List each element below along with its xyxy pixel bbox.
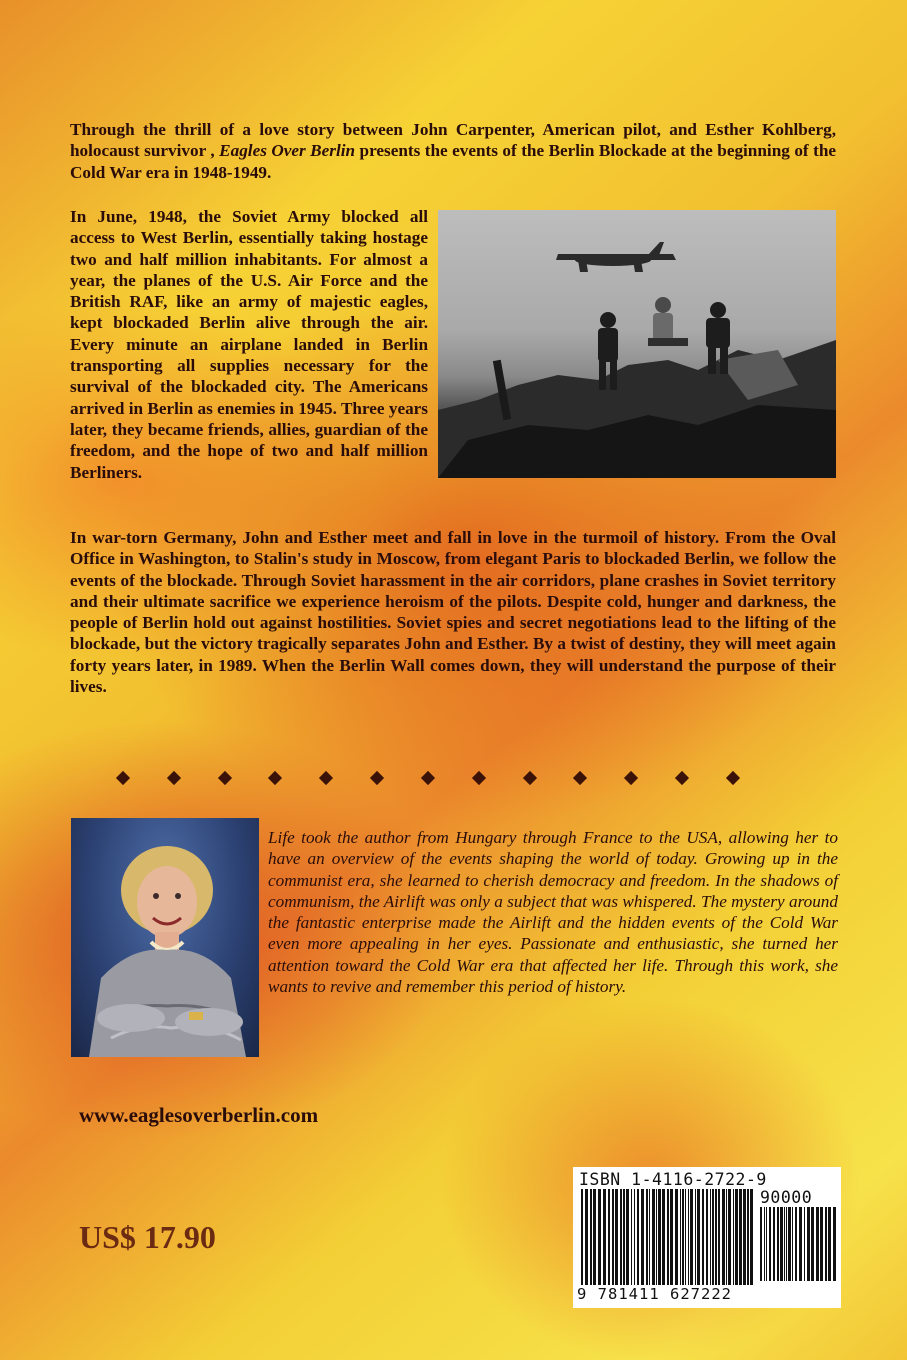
- barcode-bar: [593, 1189, 596, 1285]
- price-label: US$ 17.90: [79, 1219, 216, 1255]
- barcode-bar: [811, 1207, 814, 1281]
- intro-paragraph: [70, 119, 836, 183]
- intro-text-before: Through the thrill of a love story between John Carpenter, American pilot, and Esther Kohlberg, holocaust survivor ,: [70, 120, 836, 161]
- barcode-bar: [623, 1189, 625, 1285]
- barcode-bar: [788, 1207, 791, 1281]
- barcode-bar: [750, 1189, 753, 1285]
- barcode-bar: [615, 1189, 618, 1285]
- barcode-bar: [658, 1189, 661, 1285]
- barcode-bar: [828, 1207, 831, 1281]
- barcode-bar: [760, 1207, 762, 1281]
- barcode-bar: [612, 1189, 614, 1285]
- barcode-bar: [626, 1189, 629, 1285]
- barcode-bar: [662, 1189, 665, 1285]
- barcode-bar: [598, 1189, 601, 1285]
- barcode-bar: [807, 1207, 810, 1281]
- barcode-price-code: 90000: [760, 1188, 813, 1207]
- isbn-label: ISBN 1-4116-2722-9: [579, 1170, 767, 1189]
- barcode-bar: [585, 1189, 588, 1285]
- barcode-bar: [766, 1207, 767, 1281]
- diamond-ornament: [624, 771, 638, 785]
- barcode-bar: [780, 1207, 783, 1281]
- barcode-bar: [603, 1189, 606, 1285]
- barcode-bar: [747, 1189, 749, 1285]
- barcode-bar: [712, 1189, 714, 1285]
- barcode-bar: [795, 1207, 797, 1281]
- author-photo-drawing: [71, 818, 259, 1057]
- airplane-icon: [556, 242, 676, 272]
- diamond-ornament: [573, 771, 587, 785]
- barcode-bar: [702, 1189, 704, 1285]
- barcode-bar: [690, 1189, 693, 1285]
- barcode-bar: [833, 1207, 836, 1281]
- barcode-bar: [816, 1207, 819, 1281]
- author-photo: [71, 818, 259, 1057]
- barcode-bar: [825, 1207, 827, 1281]
- barcode-bar: [743, 1189, 746, 1285]
- barcode-bar: [608, 1189, 610, 1285]
- diamond-ornament: [675, 771, 689, 785]
- barcode-bar: [652, 1189, 655, 1285]
- diamond-ornament: [268, 771, 282, 785]
- barcode-bar: [773, 1207, 775, 1281]
- barcode-bar: [820, 1207, 823, 1281]
- barcode-bar: [764, 1207, 765, 1281]
- barcode-bar: [695, 1189, 696, 1285]
- diamond-ornament: [421, 771, 435, 785]
- barcode-bar: [656, 1189, 657, 1285]
- barcode-bar: [722, 1189, 725, 1285]
- barcode-bar: [680, 1189, 681, 1285]
- ornament-divider: [118, 768, 738, 788]
- barcode-bar: [786, 1207, 787, 1281]
- barcode-bar: [726, 1189, 727, 1285]
- barcode-bar: [706, 1189, 708, 1285]
- barcode-bar: [590, 1189, 592, 1285]
- barcode-addon-bars: [760, 1207, 836, 1281]
- barcode-main-bars: [581, 1189, 753, 1285]
- barcode-bar: [718, 1189, 720, 1285]
- diamond-ornament: [319, 771, 333, 785]
- barcode-bar: [769, 1207, 771, 1281]
- barcode-bar: [739, 1189, 742, 1285]
- intro-text-after: presents the events of the Berlin Blockade at the beginning of the Cold War era in 1948-1949.: [70, 141, 837, 182]
- barcode-bar: [620, 1189, 622, 1285]
- barcode-bar: [784, 1207, 785, 1281]
- barcode-bar: [641, 1189, 644, 1285]
- barcode-bar: [670, 1189, 673, 1285]
- diamond-ornament: [523, 771, 537, 785]
- diamond-ornament: [370, 771, 384, 785]
- author-bio: Life took the author from Hungary through France to the USA, allowing her to have an overview of the events shaping the world of today. Growing up in the communist era, she learned to cherish democracy and freedom. In the shadows of communism, the Airlift was only a subject that was whispered. The mystery around the fantastic enterprise made the Airlift and the hidden events of the Cold War even more appealing in her eyes. Passionate and enthusiastic, she turned her attention toward the Cold War era that affected her life. Through this work, she wants to revive and remember this period of history.: [268, 828, 838, 997]
- barcode-bar: [646, 1189, 648, 1285]
- barcode-bar: [667, 1189, 669, 1285]
- diamond-ornament: [218, 771, 232, 785]
- barcode-bar: [777, 1207, 779, 1281]
- barcode-bar: [715, 1189, 717, 1285]
- barcode-bar: [733, 1189, 734, 1285]
- barcode-bar: [685, 1189, 686, 1285]
- barcode-bar: [792, 1207, 793, 1281]
- diamond-ornament: [167, 771, 181, 785]
- diamond-ornament: [726, 771, 740, 785]
- barcode-bar: [682, 1189, 684, 1285]
- blockade-paragraph: In June, 1948, the Soviet Army blocked all access to West Berlin, essentially taking hostage two and half million inhabitants. For almost a year, the planes of the U.S. Air Force and the British RAF, like an army of majestic eagles, kept blockaded Berlin alive through the air. Every minute an airplane landed in Berlin transporting all supplies necessary for the survival of the blockaded city. The Americans arrived in Berlin as enemies in 1945. Three years later, they became friends, allies, guardian of the freedom, and the hope of two and half million Berliners.: [70, 207, 428, 482]
- barcode-bar: [675, 1189, 678, 1285]
- airlift-photo: [438, 210, 836, 478]
- barcode-bar: [697, 1189, 700, 1285]
- barcode-bar: [804, 1207, 805, 1281]
- book-title-inline: Eagles Over Berlin: [219, 141, 356, 161]
- barcode-bar: [710, 1189, 711, 1285]
- barcode-bar: [688, 1189, 689, 1285]
- barcode-bar: [581, 1189, 583, 1285]
- barcode-bar: [637, 1189, 639, 1285]
- barcode-bar: [634, 1189, 635, 1285]
- barcode-bar: [799, 1207, 802, 1281]
- barcode-bar: [728, 1189, 731, 1285]
- diamond-ornament: [472, 771, 486, 785]
- airlift-photo-drawing: [438, 210, 836, 478]
- ean-digits: 9 781411 627222: [577, 1285, 732, 1303]
- barcode-bar: [649, 1189, 650, 1285]
- barcode-bar: [631, 1189, 632, 1285]
- story-paragraph: In war-torn Germany, John and Esther meet and fall in love in the turmoil of history. From the Oval Office in Washington, to Stalin's study in Moscow, from elegant Paris to blockaded Berlin, we follow the events of the blockade. Through Soviet harassment in the air corridors, plane crashes in Soviet territory and their ultimate sacrifice we experience heroism of the pilots. Despite cold, hunger and darkness, the people of Berlin hold out against hostilities. Soviet spies and secret negotiations lead to the lifting of the blockade, but the victory tragically separates John and Esther. By a twist of destiny, they will meet again forty years later, in 1989. When the Berlin Wall comes down, they will understand the purpose of their lives.: [70, 528, 836, 697]
- diamond-ornament: [116, 771, 130, 785]
- isbn-barcode: [573, 1167, 841, 1308]
- website-url: www.eaglesoverberlin.com: [79, 1103, 319, 1127]
- barcode-bar: [735, 1189, 738, 1285]
